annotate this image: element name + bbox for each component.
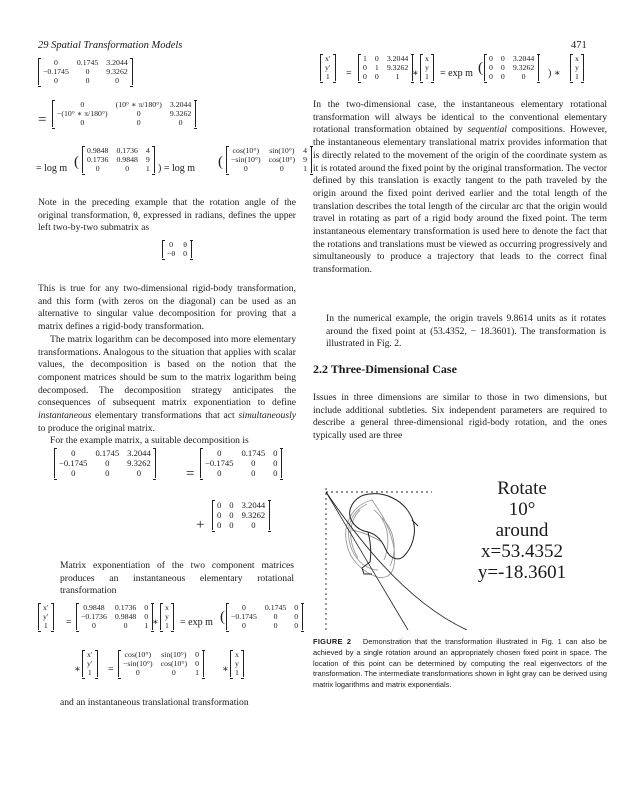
matrix-cell: 0 <box>500 72 505 81</box>
matrix-cell: 9.3262 <box>241 510 266 520</box>
matrix-cell: −θ <box>167 249 176 258</box>
matrix-cell: 9.3262 <box>169 109 192 118</box>
matrix-cell: x <box>165 603 169 612</box>
matrix-cell: −0.1745 <box>59 458 88 468</box>
matrix-cell: 0 <box>251 458 256 468</box>
matrix-cell: 0.1745 <box>241 448 266 458</box>
matrix-cell: 0 <box>500 63 505 72</box>
matrix-cell: 0 <box>53 76 58 85</box>
matrix-cell: 1 <box>144 621 149 630</box>
page-number: 471 <box>571 40 587 51</box>
matrix-cell: 0 <box>95 164 100 173</box>
matrix-c <box>82 146 155 173</box>
matrix-cell: 3.2044 <box>127 448 151 458</box>
paragraph-exponentiation: Matrix exponentiation of the two component matrices produces an instantaneous elementary rotational transformation <box>60 560 294 597</box>
matrix-cell: 0 <box>251 520 256 530</box>
matrix-cell: 0 <box>273 468 278 478</box>
matrix-cell: 3.2044 <box>169 100 192 109</box>
matrix-g <box>212 500 270 530</box>
matrix-cell: 0 <box>144 612 149 621</box>
matrix-cell: 0 <box>171 668 176 677</box>
matrix-cell: 4 <box>145 146 150 155</box>
fig-text-rotate: Rotate <box>497 478 547 499</box>
matrix-cell: 1 <box>87 668 92 677</box>
paragraph-numerical: In the numerical example, the origin travels 9.8614 units as it rotates around the fixed point at (53.4352, − 18.3601). The transformation is illustrated in Fig. 2. <box>326 313 606 350</box>
matrix-cell: 0 <box>489 72 493 81</box>
matrix-cell: (10° ∗ π/180°) <box>115 100 162 109</box>
matrix-cell: x′ <box>325 54 331 63</box>
matrix-d <box>226 146 312 173</box>
matrix-cell: 4 <box>303 146 308 155</box>
matrix-cell: 0 <box>136 468 142 478</box>
matrix-cell: 0 <box>521 72 526 81</box>
matrix-cell: 9.3262 <box>386 63 409 72</box>
matrix-cell: 0 <box>229 520 234 530</box>
matrix-cell: 9 <box>303 155 308 164</box>
paragraph-note: Note in the preceding example that the rotation angle of the original transformation, θ, expressed in radians, defines the upper left two-by-two submatrix as <box>38 197 296 234</box>
matrix-cell: 1 <box>425 72 429 81</box>
times-sign-r: ∗ <box>412 68 419 79</box>
figure-annotation <box>462 478 582 583</box>
matrix-cell: 0.9848 <box>116 155 138 164</box>
matrix-cell: 0 <box>85 76 90 85</box>
caption-text: Demonstration that the transformation illustrated in Fig. 1 can also be achieved by a single rotation around an appropriately chosen fixed point in space. The location of this point can be determined by computing the real eigenvectors of the transformation. The intermediate transformations shown in light gray can be derived using matrix logarithms and matrix exponentials. <box>313 637 607 690</box>
matrix-cell: 1 <box>325 72 330 81</box>
matrix-cell: 0 <box>489 63 493 72</box>
paragraph-translational: and an instantaneous translational transformation <box>60 697 249 708</box>
matrix-cell: 1 <box>575 72 579 81</box>
times-sign-3: ∗ <box>222 664 229 675</box>
matrix-cell: 1 <box>303 164 308 173</box>
vector-x-r2 <box>570 54 584 81</box>
matrix-cell: 0 <box>374 72 379 81</box>
matrix-cell: y′ <box>43 612 49 621</box>
matrix-cell: 0 <box>195 650 200 659</box>
matrix-cell: 3.2044 <box>106 58 128 67</box>
matrix-cell: 1 <box>235 668 239 677</box>
paren-open-2: ( <box>218 154 223 170</box>
matrix-l <box>484 54 539 81</box>
matrix-cell: 0.1745 <box>76 58 99 67</box>
matrix-cell: 0 <box>71 448 76 458</box>
matrix-cell: 0 <box>489 54 493 63</box>
matrix-cell: 0.1745 <box>264 603 287 612</box>
matrix-cell: 0 <box>241 603 246 612</box>
matrix-cell: cos(10°) <box>232 146 260 155</box>
equals-logm-2: ) = log m <box>158 163 196 174</box>
matrix-cell: −0.1736 <box>81 612 107 621</box>
matrix-cell: 0 <box>363 72 367 81</box>
plus-sign: + <box>196 517 205 533</box>
matrix-cell: 0 <box>105 468 110 478</box>
equals-sign: = <box>38 112 47 128</box>
times-sign: ∗ <box>152 617 159 628</box>
section-heading: 2.2 Three-Dimensional Case <box>313 362 457 376</box>
paren-open-3: ( <box>220 609 225 625</box>
matrix-cell: 1 <box>395 72 400 81</box>
matrix-b <box>52 100 196 127</box>
matrix-cell: 0 <box>71 468 76 478</box>
matrix-cell: 0 <box>279 164 284 173</box>
fig-text-around: around <box>495 520 549 541</box>
matrix-cell: x <box>425 54 429 63</box>
matrix-cell: 0 <box>251 468 256 478</box>
times-sign-r2: ) ∗ <box>548 68 561 79</box>
matrix-cell: 1 <box>43 621 48 630</box>
matrix-cell: 3.2044 <box>386 54 409 63</box>
matrix-cell: 0 <box>105 458 110 468</box>
matrix-cell: 0 <box>294 612 299 621</box>
matrix-cell: 1 <box>165 621 169 630</box>
matrix-cell: 0 <box>374 54 379 63</box>
vector-xp-r <box>320 54 336 81</box>
matrix-j <box>118 650 204 677</box>
matrix-k <box>358 54 413 81</box>
matrix-cell: 0 <box>500 54 505 63</box>
matrix-cell: y <box>235 659 239 668</box>
figure-caption <box>313 637 607 691</box>
matrix-cell: 0.9848 <box>114 612 137 621</box>
matrix-cell: 0.1736 <box>87 155 109 164</box>
matrix-cell: x′ <box>43 603 49 612</box>
paragraph-2d-case: In the two-dimensional case, the instantaneous elementary rotational transformation will always be identical to the conventional elementary rotational transformation obtained by sequential compositions. However, the instantaneous elementary translational matrix provides information that is directly related to the movement of the origin of the coordinate system as it is rotated around the fixed point by the original transformation. The vector defined by this translation is exactly tangent to the path traveled by the origin around the fixed point derived earlier and the total length of the translation describes the total length of the circular arc that the origin would travel in rotating as part of a rigid body around the fixed point. The term instantaneous elementary transformation is used here to denote the fact that the rotations and translations must be viewed as occurring progressively and simultaneously to produce a trajectory that leads to the correct final transformation. <box>313 99 607 276</box>
matrix-cell: 0 <box>243 164 248 173</box>
equals-expm-r: = exp m <box>440 68 473 79</box>
fig-text-y: y=-18.3601 <box>477 562 567 583</box>
matrix-cell: 0 <box>363 63 367 72</box>
matrix-cell: 0 <box>135 668 140 677</box>
matrix-cell: 0 <box>217 500 222 510</box>
fig-text-angle: 10° <box>508 499 536 520</box>
matrix-f <box>200 448 282 478</box>
matrix-cell: −0.1745 <box>43 67 69 76</box>
matrix-cell: 0 <box>136 109 141 118</box>
matrix-cell: 1 <box>363 54 367 63</box>
matrix-cell: x <box>235 650 239 659</box>
matrix-a <box>38 58 133 85</box>
matrix-cell: 1 <box>195 668 200 677</box>
equals-sign-2: = <box>186 466 195 482</box>
matrix-cell: 9 <box>145 155 150 164</box>
running-header: 29 Spatial Transformation Models <box>38 40 183 51</box>
matrix-cell: 0.1736 <box>116 146 138 155</box>
matrix-cell: 0 <box>136 118 141 127</box>
matrix-cell: 0 <box>178 118 183 127</box>
matrix-cell: 0 <box>144 603 149 612</box>
paren-open-r: ( <box>478 60 483 76</box>
matrix-cell: 0.1736 <box>114 603 137 612</box>
matrix-cell: θ <box>183 240 187 249</box>
matrix-cell: 0 <box>183 249 188 258</box>
vector-x <box>160 603 174 630</box>
matrix-cell: −sin(10°) <box>123 659 153 668</box>
rotation-arc <box>326 492 467 630</box>
matrix-cell: y <box>575 63 579 72</box>
matrix-cell: 0 <box>273 621 278 630</box>
matrix-cell: −0.1745 <box>205 458 234 468</box>
matrix-cell: x′ <box>87 650 93 659</box>
equals-sign-r: = <box>346 68 352 79</box>
matrix-cell: 3.2044 <box>241 500 266 510</box>
equals-logm: = log m <box>36 163 68 174</box>
matrix-cell: 0 <box>273 612 278 621</box>
matrix-cell: 0 <box>229 510 234 520</box>
vector-x-r <box>420 54 434 81</box>
matrix-cell: sin(10°) <box>269 146 295 155</box>
matrix-cell: 1 <box>374 63 379 72</box>
matrix-cell: 3.2044 <box>512 54 535 63</box>
paragraph-body-left: This is true for any two-dimensional rigid-body transformation, and this form (with zeros on the diagonal) can be used as an alternative to singular value decomposition for proving that a matrix defines a rigid-body transformation. The matrix logarithm can be decomposed into more elementary transformations. Analogous to the situation that applies with scalar values, the decomposition is based on the notion that the component matrices should be sum to the matrix logarithm being decomposed. The decomposition strategy anticipates the consequences of subsequent matrix exponentiation to define instantaneous elementary transformations that act simultaneously to produce the original matrix. For the example matrix, a suitable decomposition is <box>38 283 296 447</box>
matrix-theta <box>162 240 192 258</box>
vector-xp <box>38 603 54 630</box>
matrix-cell: 0 <box>91 621 96 630</box>
matrix-cell: cos(10°) <box>160 659 188 668</box>
matrix-cell: cos(10°) <box>268 155 296 164</box>
matrix-cell: 0 <box>195 659 200 668</box>
matrix-cell: 0 <box>294 621 299 630</box>
matrix-cell: sin(10°) <box>161 650 187 659</box>
matrix-cell: 0 <box>80 118 85 127</box>
matrix-cell: 0 <box>169 240 174 249</box>
matrix-cell: 0.1745 <box>95 448 120 458</box>
matrix-cell: 0 <box>80 100 85 109</box>
matrix-cell: 0 <box>294 603 299 612</box>
matrix-cell: 0.9848 <box>83 603 105 612</box>
vector-xp-2 <box>82 650 98 677</box>
matrix-i <box>226 603 303 630</box>
matrix-cell: 0 <box>85 67 90 76</box>
matrix-cell: −0.1745 <box>231 612 257 621</box>
matrix-cell: 0 <box>123 621 128 630</box>
fig-text-x: x=53.4352 <box>481 541 563 562</box>
matrix-cell: −sin(10°) <box>231 155 261 164</box>
matrix-cell: 0 <box>273 448 278 458</box>
matrix-cell: 0 <box>217 468 222 478</box>
matrix-cell: 0 <box>217 520 222 530</box>
matrix-cell: x <box>575 54 579 63</box>
matrix-cell: 9.3262 <box>512 63 535 72</box>
matrix-cell: cos(10°) <box>124 650 152 659</box>
matrix-cell: 0.9848 <box>87 146 109 155</box>
matrix-cell: 0 <box>241 621 246 630</box>
matrix-cell: 1 <box>145 164 150 173</box>
matrix-cell: y <box>165 612 169 621</box>
times-sign-2: ∗ <box>74 664 81 675</box>
vector-x-2 <box>230 650 244 677</box>
equals-expm: = exp m <box>180 617 213 628</box>
matrix-cell: 0 <box>53 58 58 67</box>
matrix-cell: 0 <box>115 76 119 85</box>
paren-open: ( <box>74 154 79 170</box>
equals-sign-4: = <box>108 664 114 675</box>
caption-label: FIGURE 2 <box>313 637 352 646</box>
paragraph-3d-case: Issues in three dimensions are similar to those in two dimensions, but include additional subtleties. Six independent parameters are required to describe a general three-dimensional rigid-body rotation, and the ones typically used are three <box>313 392 607 442</box>
matrix-cell: y′ <box>325 63 331 72</box>
matrix-cell: −(10° ∗ π/180°) <box>57 109 108 118</box>
matrix-cell: y′ <box>87 659 93 668</box>
matrix-cell: 9.3262 <box>106 67 128 76</box>
matrix-h <box>76 603 153 630</box>
matrix-cell: y <box>425 63 429 72</box>
matrix-cell: 0 <box>273 458 278 468</box>
matrix-cell: 0 <box>229 500 234 510</box>
matrix-cell: 0 <box>217 510 222 520</box>
matrix-cell: 0 <box>125 164 130 173</box>
equals-sign-3: = <box>66 617 72 628</box>
matrix-cell: 9.3262 <box>127 458 151 468</box>
radius-line <box>326 492 408 630</box>
matrix-cell: 0 <box>217 448 222 458</box>
matrix-e <box>54 448 156 478</box>
